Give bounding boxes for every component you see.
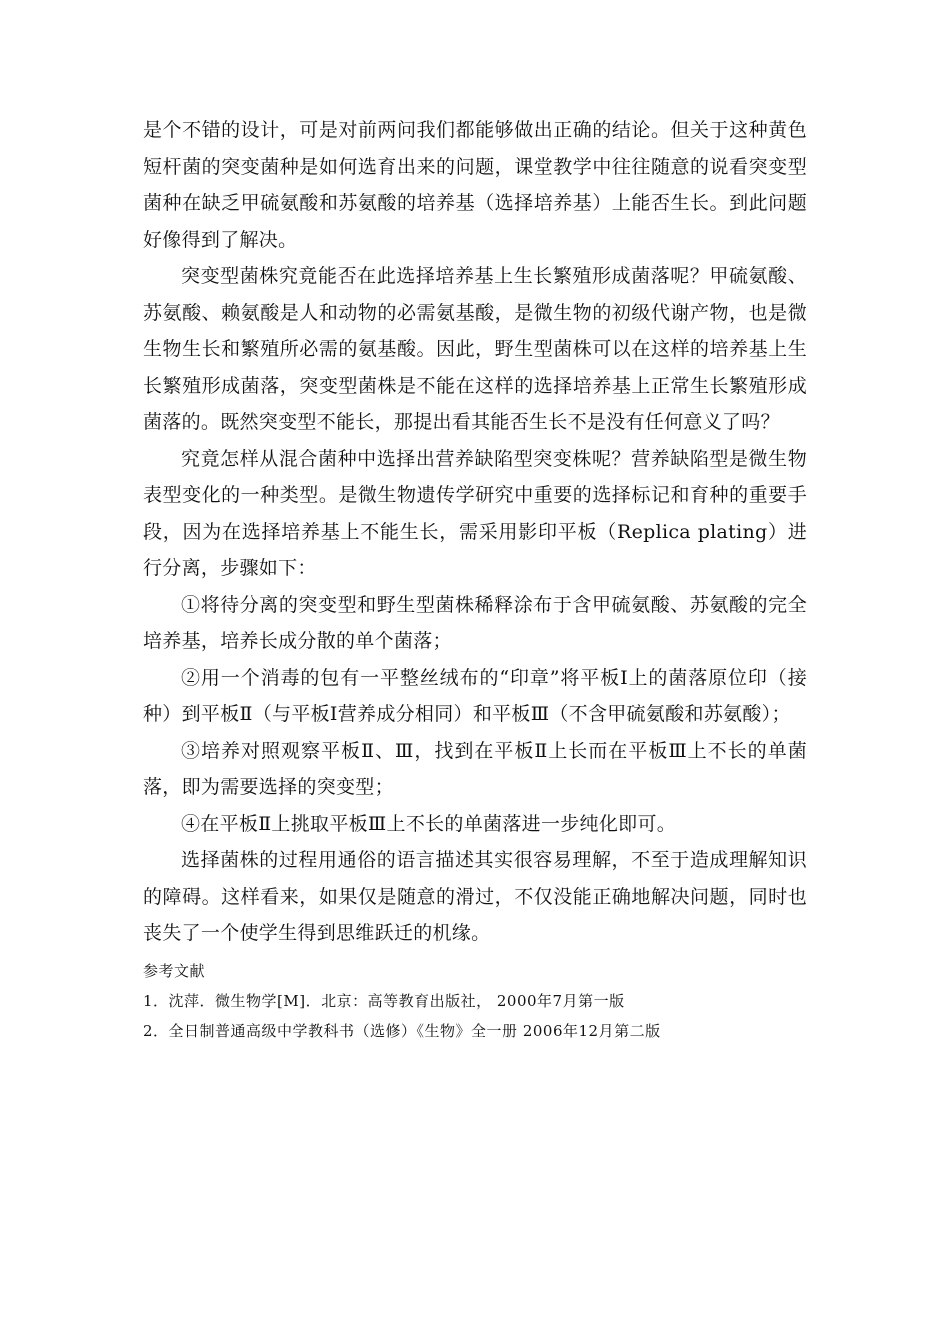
step-4: ④在平板Ⅱ上挑取平板Ⅲ上不长的单菌落进一步纯化即可。 bbox=[181, 812, 677, 835]
reference-item-1: 1．沈萍．微生物学[M]．北京：高等教育出版社， 2000年7月第一版 bbox=[143, 991, 625, 1010]
step-3: ③培养对照观察平板Ⅱ、Ⅲ，找到在平板Ⅱ上长而在平板Ⅲ上不长的单菌落，即为需要选择的突变型； bbox=[143, 739, 807, 798]
references-title: 参考文献 bbox=[143, 961, 206, 980]
paragraph-method: 究竟怎样从混合菌种中选择出营养缺陷型突变株呢？营养缺陷型是微生物表型变化的一种类型。是微生物遗传学研究中重要的选择标记和育种的重要手段，因为在选择培养基上不能生长，需采用影印平板（Replica plating）进行分离，步骤如下： bbox=[143, 447, 807, 579]
step-1: ①将待分离的突变型和野生型菌株稀释涂布于含甲硫氨酸、苏氨酸的完全培养基，培养长成分散的单个菌落； bbox=[143, 593, 807, 652]
step-2: ②用一个消毒的包有一平整丝绒布的“印章”将平板Ⅰ上的菌落原位印（接种）到平板Ⅱ（与平板Ⅰ营养成分相同）和平板Ⅲ（不含甲硫氨酸和苏氨酸）； bbox=[143, 666, 807, 725]
paragraph-question: 突变型菌株究竟能否在此选择培养基上生长繁殖形成菌落呢？甲硫氨酸、苏氨酸、赖氨酸是人和动物的必需氨基酸，是微生物的初级代谢产物，也是微生物生长和繁殖所必需的氨基酸。因此，野生型菌株可以在这样的培养基上生长繁殖形成菌落，突变型菌株是不能在这样的选择培养基上正常生长繁殖形成菌落的。既然突变型不能长，那提出看其能否生长不是没有任何意义了吗？ bbox=[143, 265, 807, 433]
references-section bbox=[143, 956, 807, 1046]
paragraph-conclusion: 选择菌株的过程用通俗的语言描述其实很容易理解，不至于造成理解知识的障碍。这样看来，如果仅是随意的滑过，不仅没能正确地解决问题，同时也丧失了一个使学生得到思维跃迁的机缘。 bbox=[143, 849, 807, 944]
reference-item-2: 2．全日制普通高级中学教科书（选修）《生物》全一册 2006年12月第二版 bbox=[143, 1021, 661, 1040]
document-body bbox=[143, 112, 807, 1046]
paragraph-continuation: 是个不错的设计，可是对前两问我们都能够做出正确的结论。但关于这种黄色短杆菌的突变菌种是如何选育出来的问题，课堂教学中往往随意的说看突变型菌种在缺乏甲硫氨酸和苏氨酸的培养基（选择培养基）上能否生长。到此问题好像得到了解决。 bbox=[143, 119, 807, 251]
